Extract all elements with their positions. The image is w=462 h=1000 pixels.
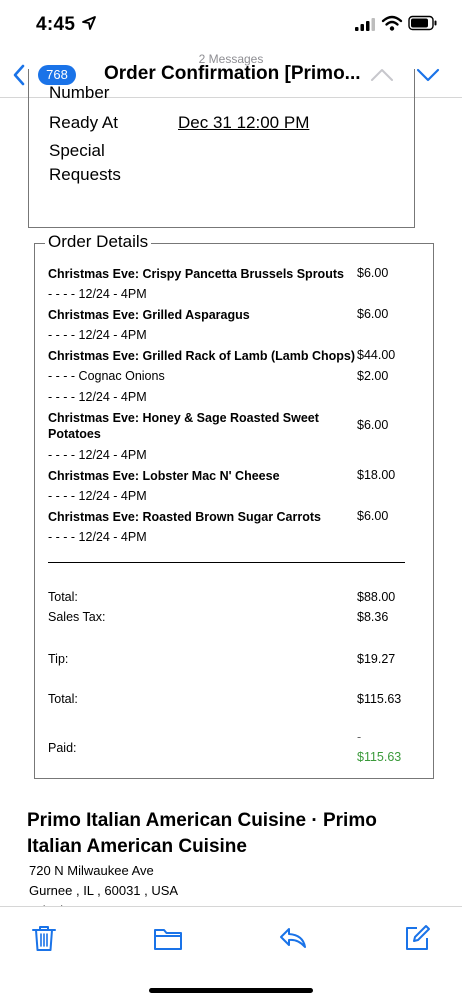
item-name: Christmas Eve: Grilled Asparagus: [48, 308, 250, 322]
status-time: 4:45: [36, 14, 76, 35]
item-price: $6.00: [357, 307, 389, 321]
item-time: - - - - 12/24 - 4PM: [48, 448, 147, 462]
special-label-line2: Requests: [49, 165, 121, 184]
partial-number-label: Number: [49, 83, 110, 102]
address-line-1[interactable]: 720 N Milwaukee Ave: [29, 863, 154, 878]
item-time: - - - - 12/24 - 4PM: [48, 489, 147, 503]
home-indicator: [149, 988, 313, 993]
item-name: Christmas Eve: Grilled Rack of Lamb (Lamb Chops): [48, 349, 356, 363]
trash-icon[interactable]: [30, 924, 58, 952]
folder-icon[interactable]: [153, 924, 183, 952]
email-body[interactable]: [0, 83, 462, 906]
reply-icon[interactable]: [278, 924, 308, 952]
message-count: 2 Messages: [198, 52, 264, 66]
compose-icon[interactable]: [403, 924, 431, 952]
ready-at-value[interactable]: Dec 31 12:00 PM: [178, 113, 310, 132]
total-label: Total:: [48, 692, 78, 706]
wifi-icon: [382, 15, 402, 31]
tip-label: Tip:: [48, 652, 69, 666]
item-name: Christmas Eve: Crispy Pancetta Brussels Sprouts: [48, 267, 344, 281]
address-line-2[interactable]: Gurnee , IL , 60031 , USA: [29, 883, 179, 898]
item-time: - - - - 12/24 - 4PM: [48, 328, 147, 342]
page-title: Order Confirmation [Primo...: [104, 63, 361, 84]
paid-label: Paid:: [48, 741, 77, 755]
order-details-legend: Order Details: [45, 232, 151, 252]
battery-icon: [408, 15, 438, 31]
item-time: - - - - 12/24 - 4PM: [48, 390, 147, 404]
restaurant-name: Primo Italian American Cuisine · Primo Italian American Cuisine: [27, 810, 377, 857]
bottom-toolbar: [0, 906, 462, 1000]
ready-at-label: Ready At: [49, 113, 118, 132]
order-details: [34, 232, 434, 779]
item-name: Christmas Eve: Lobster Mac N' Cheese: [48, 469, 280, 483]
unread-badge[interactable]: 768: [38, 65, 76, 85]
paid-prefix: -: [357, 730, 362, 744]
item-price: $6.00: [357, 266, 389, 280]
item-time: - - - - 12/24 - 4PM: [48, 287, 147, 301]
item-price: $6.00: [357, 509, 389, 523]
item-name: Christmas Eve: Honey & Sage Roasted Sweet Potatoes: [48, 411, 319, 441]
tax-label: Sales Tax:: [48, 610, 106, 624]
total-value: $115.63: [357, 692, 402, 706]
chevron-down-icon[interactable]: [416, 68, 440, 82]
order-info-box: [28, 69, 415, 228]
item-option-price: $2.00: [357, 369, 389, 383]
subtotal-label: Total:: [48, 590, 78, 604]
status-bar: [0, 0, 462, 50]
signal-icon: [355, 18, 375, 31]
item-name: Christmas Eve: Roasted Brown Sugar Carrots: [48, 510, 321, 524]
tax-value: $8.36: [357, 610, 389, 624]
subtotal-value: $88.00: [357, 590, 396, 604]
back-chevron-icon[interactable]: [12, 64, 26, 86]
location-arrow-icon: [82, 16, 96, 30]
paid-value: $115.63: [357, 750, 402, 764]
item-price: $44.00: [357, 348, 396, 362]
item-price: $18.00: [357, 468, 396, 482]
item-price: $6.00: [357, 418, 389, 432]
divider: [48, 562, 405, 563]
item-time: - - - - 12/24 - 4PM: [48, 530, 147, 544]
tip-value: $19.27: [357, 652, 396, 666]
item-option: - - - - Cognac Onions: [48, 369, 165, 383]
special-label-line1: Special: [49, 141, 105, 160]
